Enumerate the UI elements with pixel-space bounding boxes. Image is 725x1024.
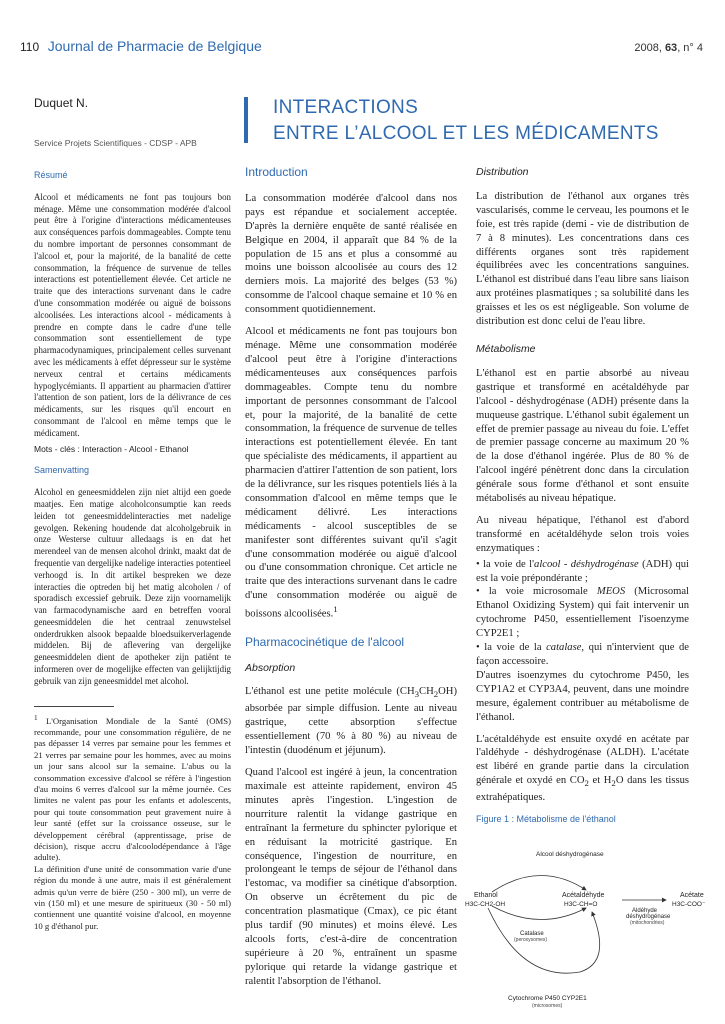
bullet-1-a: • la voie de l' <box>476 558 535 570</box>
absorption-p1-sub1: 3 <box>414 689 420 700</box>
distribution-heading: Distribution <box>476 166 529 178</box>
figure-caption: Figure 1 : Métabolisme de l'éthanol <box>476 814 616 825</box>
absorption-p1-sub2: 2 <box>433 689 439 700</box>
absorption-p1-a: L'éthanol est une petite molécule (CH <box>245 686 415 698</box>
metabolisme-bullet-1 <box>476 558 689 586</box>
keywords-list: : Interaction - Alcool - Ethanol <box>75 443 189 454</box>
adh-arrow <box>492 875 586 892</box>
abstract-column <box>34 170 231 932</box>
introduction-paragraph-2 <box>245 325 457 622</box>
ethanol-formula: H3C-CH2-OH <box>465 901 506 908</box>
metabolisme-p4-a: L'acétaldéhyde est ensuite oxydé en acétate par l'aldéhyde - déshydrogénase (ALDH). L'acétate est libéré en grande partie dans la circulation générale et oxydé en CO <box>476 733 689 787</box>
author-affiliation: Service Projets Scientifiques - CDSP - APB <box>34 138 197 148</box>
bullet-3-a: • la voie de la <box>476 642 547 654</box>
title-line-2: ENTRE L’ALCOOL ET LES MÉDICAMENTS <box>273 123 659 144</box>
title-line-1: INTERACTIONS <box>273 97 419 118</box>
right-column <box>476 166 689 827</box>
absorption-heading: Absorption <box>245 661 296 674</box>
ethanol-label: Ethanol <box>474 892 498 899</box>
footnote-rule <box>34 706 114 707</box>
absorption-paragraph-1 <box>245 685 457 758</box>
absorption-paragraph-2: Quand l'alcool est ingéré à jeun, la concentration maximale est atteinte rapidement, environ 45 minutes après l'ingestion. L'ingestion de nourriture ralentit la vidange gastrique en entraînant la fermeture du sphincter pylorique et en réduisant la motricité gastrique. En conséquence, l'ingestion de nourriture, en prolongeant le temps de séjour de l'éthanol dans l'estomac, va modifier sa cinétique d'absorption. On observe un écrêtement du pic de concentration plasmatique (Cmax), ce pic étant plus tardif (90 minutes) et moins élevé. Les alcools forts, c'est-à-dire de concentration supérieure à 20 %, entraînent un spasme pylorique qui retarde la vidange gastrique et ralentit l'absorption de l'éthanol. <box>245 767 457 987</box>
footnote <box>34 713 231 933</box>
distribution-paragraph: La distribution de l'éthanol aux organes très vascularisés, comme le cerveau, les poumons et le foie, est très rapide (demi - vie de distribution de 7 à 8 minutes). Les concentrations dans ces différents organes sont très rapidement équilibrées avec les concentrations sanguines. L'éthanol est distribué dans l'eau libre sans liaison aux protéines plasmatiques ; sa solubilité dans les graisses et les os est négligeable. Son volume de distribution est donc celui de l'eau libre. <box>476 190 689 328</box>
metabolisme-paragraph-2: Au niveau hépatique, l'éthanol est d'abord transformé en acétaldéhyde selon trois voies enzymatiques : <box>476 514 689 554</box>
cyp-label: Cytochrome P450 CYP2E1 <box>508 995 587 1002</box>
issue-volume: 63 <box>664 42 678 54</box>
acetaldehyde-formula: H3C-CH=O <box>564 901 598 908</box>
aldh-label-1: Aldéhyde <box>632 908 658 914</box>
issue-info <box>634 42 703 54</box>
bullet-3-b: , qui n'intervient que de façon accessoire. <box>476 642 689 667</box>
journal-title: Journal de Pharmacie de Belgique <box>47 38 262 54</box>
acetaldehyde-label: Acétaldéhyde <box>562 892 605 899</box>
samenvatting-heading: Samenvatting <box>34 465 90 476</box>
ethanol-metabolism-diagram <box>462 842 714 1014</box>
article-title <box>273 95 659 147</box>
metabolisme-p4-sub1: 2 <box>584 778 589 789</box>
aldh-label-3: (mitochondries) <box>630 920 665 926</box>
issue-suffix: , n° 4 <box>677 42 703 54</box>
metabolisme-p4-b: et H <box>588 775 612 787</box>
bullet-2-italic: MEOS <box>596 586 626 598</box>
keywords <box>34 444 231 456</box>
acetate-formula: H3C-COO⁻ <box>672 901 706 908</box>
bullet-3-italic: catalase <box>546 642 582 654</box>
metabolisme-paragraph-4 <box>476 733 689 806</box>
middle-column <box>245 166 457 997</box>
resume-heading: Résumé <box>34 170 68 180</box>
absorption-p1-b: CH <box>419 686 434 698</box>
catalase-sub-label: (peroxysomes) <box>514 937 548 943</box>
title-accent-bar <box>244 97 248 143</box>
catalase-label: Catalase <box>520 931 544 937</box>
cyp-sub-label: (microsomes) <box>532 1003 563 1009</box>
issue-prefix: 2008, <box>634 42 665 54</box>
aldh-label-2: déshydrogénase <box>626 914 671 920</box>
metabolisme-paragraph-1: L'éthanol est en partie absorbé au niveau gastrique et transformé en acétaldéhyde par l'alcool - déshydrogénase (ADH) présente dans la muqueuse gastrique. L'éthanol subit également un effet de premier passage au niveau du foie. L'effet de premier passage concerne au maximum 20 % de la dose d'éthanol ingérée. Plus de 80 % de l'alcool ingéré pénètrent donc dans la circulation générale sous forme d'éthanol et sont ensuite métabolisés au niveau hépatique. <box>476 367 689 505</box>
adh-label: Alcool déshydrogénase <box>536 851 604 858</box>
metabolisme-heading: Métabolisme <box>476 342 536 355</box>
metabolisme-bullet-3 <box>476 641 689 669</box>
footnote-ref: 1 <box>333 604 338 615</box>
metabolisme-bullet-2 <box>476 585 689 641</box>
footnote-text-2: La définition d'une unité de consommation varie d'une région du monde à une autre, mais il est généralement admis qu'un verre de bière (250 - 300 ml), un verre de vin (150 ml) et une mesure de spiritueux (30 - 50 ml) contiennent une quantité voisine d'alcool, en moyenne 10 g d'éthanol pur. <box>34 863 231 931</box>
introduction-heading: Introduction <box>245 165 308 179</box>
acetate-label: Acétate <box>680 892 704 899</box>
cyp-arrow <box>580 912 600 972</box>
keywords-label: Mots - clés <box>34 443 76 454</box>
resume-text: Alcool et médicaments ne font pas toujours bon ménage. Même une consommation modérée d'alcool peut être à l'origine d'interactions médicamenteuses aux conséquences parfois dommageables. Compte tenu du nombre important de personnes consommant de l'alcool et, pour la majorité, de la banalité de cette consommation, la fréquence de survenue de telles interactions est potentiellement élevée. Cet article ne traite que des interactions survenant dans le cadre d'une consommation modérée ou aiguë de boissons alcoolisées. Les interactions alcool - médicaments à prendre en compte dans le cadre d'une telle consommation sont essentiellement de type pharmacodynamiques, principalement celles survenant avec les médicaments à effet dépresseur sur le système nerveux central et certains médicaments hypoglycémiants. Il appartient au pharmacien d'attirer l'attention de son patient, lors de la délivrance de ces médicaments, sur les risques qu'il encourt en consommant de l'alcool en même temps que le médicament. <box>34 191 231 438</box>
author-name: Duquet N. <box>34 96 89 110</box>
introduction-paragraph-1: La consommation modérée d'alcool dans nos pays est répandue et socialement acceptée. D'après la dernière enquête de santé réalisée en Belgique en 2004, il apparaît que 84 % de la population de 15 ans et plus a consommé au moins une boisson alcoolisée au cours des 12 derniers mois. La majorité des belges (53 %) consomme de l'alcool chaque semaine et 10 % en consomment quotidiennement. <box>245 192 457 316</box>
metabolisme-p4-c: O dans les tissus extrahépatiques. <box>476 775 689 804</box>
metabolisme-p4-sub2: 2 <box>611 778 616 789</box>
running-header <box>20 38 262 54</box>
metabolisme-paragraph-3: D'autres isoenzymes du cytochrome P450, les CYP1A2 et CYP3A4, peuvent, dans une moindre mesure, également contribuer au métabolisme de l'éthanol. <box>476 669 689 723</box>
page-number: 110 <box>20 40 40 54</box>
introduction-paragraph-2-text: Alcool et médicaments ne font pas toujours bon ménage. Même une consommation modérée d'alcool peut être à l'origine d'interactions médicamenteuses aux conséquences parfois dommageables. Compte tenu du nombre important de personnes consommant de l'alcool et, pour la majorité, de la banalité de cette consommation, la fréquence de survenue de telles interactions est potentiellement élevée. En tant que spécialiste des médicaments, il appartient au pharmacien d'attirer l'attention de son patient, lors de la délivrance, sur les risques potentiels liés à la consommation d'alcool en même temps que le médicament délivré. Les interactions médicaments - alcool susceptibles de se manifester sont différentes suivant qu'il s'agit d'une consommation modérée ou aiguë d'alcool ou d'une consommation chronique. Cet article ne traite que des interactions survenant dans le cadre d'une consommation modérée ou aiguë de boissons alcoolisées. <box>245 326 457 620</box>
absorption-p1-c: OH) absorbée par simple diffusion. Lente au niveau gastrique, cette absorption s'effectue essentiellement (70 % à 80 %) au niveau de l'intestin (duodénum et jéjunum). <box>245 686 457 757</box>
catalase-arrow <box>492 906 586 920</box>
bullet-2-b: (Microsomal Ethanol Oxidizing System) qui fait intervenir un cytochrome P450, essentiellement l'isoenzyme CYP2E1 ; <box>476 586 690 640</box>
samenvatting-text: Alcohol en geneesmiddelen zijn niet altijd een goede maatjes. Een matige alcoholconsumptie kan reeds leiden tot geneesmiddelinteracties met nadelige gevolgen. Rekening houdende dat alcoholgebruik in onze Westerse cultuur alledaags is en dat het merendeel van de mensen alcohol drinkt, maakt dat de frequentie van dergelijke nadelige interacties potentieel verhoogd is. In dit artikel bespreken we deze interacties die optreden bij het matig alcoholen / of sporadisch excessief gebruik. Deze zijn voornamelijk van farmacodynamische aard en betreffen vooral geneesmiddelen die het centraal zenuwstelsel onderdrukken alsook bepaalde bloedsuikerverlagende middelen. Bij de aflevering van dergelijke geneesmiddelen dient de apotheker zijn patiënt te informeren over de mogelijke effecten van gelijktijdig gebruik van zijn geneesmiddel met alcohol. <box>34 487 231 686</box>
bullet-2-a: • la voie microsomale <box>476 586 597 598</box>
footnote-text: L'Organisation Mondiale de la Santé (OMS) recommande, pour une consommation régulière, de ne pas dépasser 14 verres par semaine pour les femmes et 21 verres par semaine pour les hommes, avec au moins un jour sans alcool sur la semaine. L'abus ou la consommation excessive d'alcool se réfère à l'ingestion d'au moins 6 verres d'alcool sur la même journée. Ces limites ne valent pas pour les enfants et adolescents, pour qui toute consommation peut gravement nuire à leur santé (effet sur la croissance osseuse, sur le développement cérébral (apprentissage, prise de décision), risque accru d'alcoolodépendance à l'âge adulte). <box>34 715 232 863</box>
bullet-1-italic: alcool - déshydrogénase <box>534 558 639 570</box>
footnote-marker: 1 <box>34 713 38 722</box>
bullet-1-b: (ADH) qui est la voie prépondérante ; <box>476 558 689 584</box>
pharmacocinetique-heading: Pharmacocinétique de l'alcool <box>245 634 405 649</box>
